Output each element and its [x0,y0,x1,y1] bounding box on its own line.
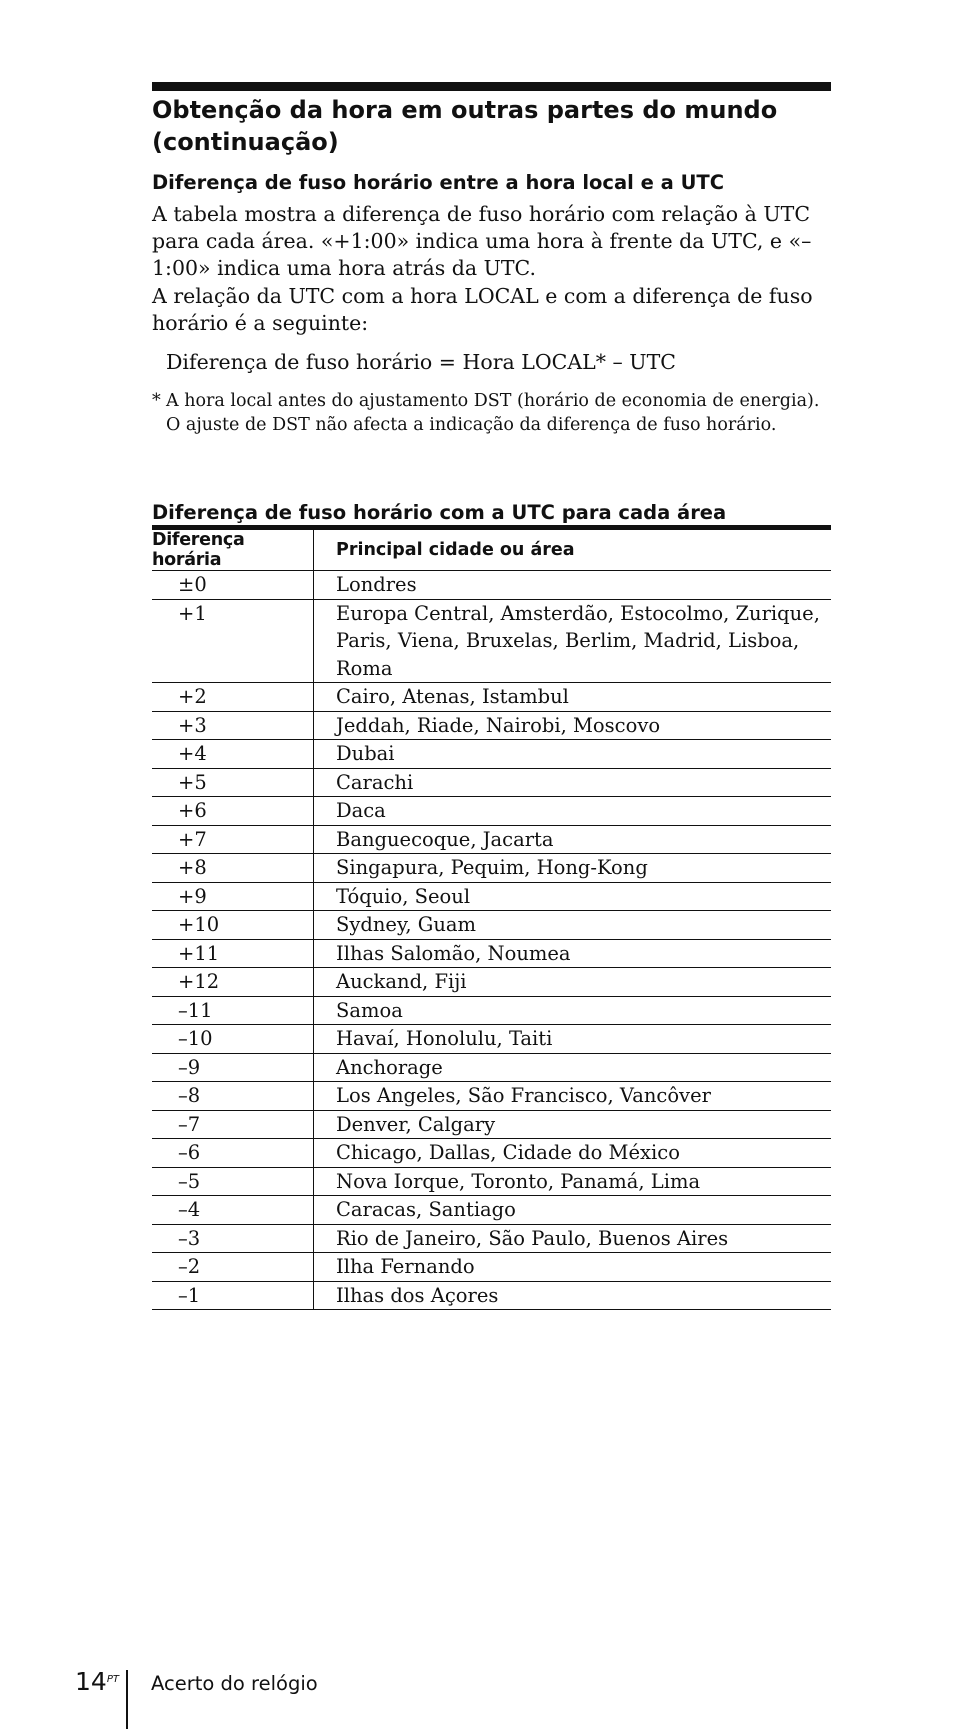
table-row [152,1025,831,1054]
time-difference-cell: –5 [152,1167,314,1196]
city-area-cell: Carachi [314,768,832,797]
table-row [152,683,831,712]
table-row [152,1167,831,1196]
table-row [152,1139,831,1168]
time-difference-cell: –10 [152,1025,314,1054]
table-row [152,1196,831,1225]
time-difference-cell: –8 [152,1082,314,1111]
table-row [152,797,831,826]
time-difference-cell: +2 [152,683,314,712]
table-row [152,911,831,940]
table-row [152,996,831,1025]
table-row [152,711,831,740]
table-row [152,1253,831,1282]
time-difference-cell: –6 [152,1139,314,1168]
top-rule [152,82,831,91]
city-area-cell: Cairo, Atenas, Istambul [314,683,832,712]
city-area-cell: Tóquio, Seoul [314,882,832,911]
city-area-cell: Banguecoque, Jacarta [314,825,832,854]
time-difference-cell: –9 [152,1053,314,1082]
city-area-cell: Sydney, Guam [314,911,832,940]
table-row [152,882,831,911]
time-difference-cell: +9 [152,882,314,911]
city-area-cell: Auckand, Fiji [314,968,832,997]
section-subhead: Diferença de fuso horário entre a hora local e a UTC [152,171,725,194]
time-difference-cell: ±0 [152,571,314,600]
city-area-cell: Anchorage [314,1053,832,1082]
page-number [75,1668,119,1696]
time-difference-cell: –1 [152,1281,314,1310]
time-difference-cell: +6 [152,797,314,826]
table-row [152,571,831,600]
city-area-cell: Nova Iorque, Toronto, Panamá, Lima [314,1167,832,1196]
city-area-cell: Denver, Calgary [314,1110,832,1139]
table-row [152,1281,831,1310]
footnote-text: A hora local antes do ajustamento DST (horário de economia de energia). O ajuste de DST não afecta a indicação da diferença de fuso horário. [166,391,820,435]
table-row [152,768,831,797]
city-area-cell: Jeddah, Riade, Nairobi, Moscovo [314,711,832,740]
city-area-cell: Caracas, Santiago [314,1196,832,1225]
city-area-cell: Ilhas dos Açores [314,1281,832,1310]
table-row [152,825,831,854]
time-difference-cell: –7 [152,1110,314,1139]
table-row [152,1110,831,1139]
header-time-difference: Diferença horária [152,530,314,571]
city-area-cell: Singapura, Pequim, Hong-Kong [314,854,832,883]
footer-divider [126,1670,128,1729]
table-row [152,939,831,968]
formula: Diferença de fuso horário = Hora LOCAL* – UTC [166,350,676,374]
table-row [152,1053,831,1082]
time-difference-cell: –11 [152,996,314,1025]
page-number-suffix: PT [106,1674,119,1685]
time-difference-cell: –3 [152,1224,314,1253]
footnote [152,389,831,437]
time-difference-cell: +12 [152,968,314,997]
header-city-area: Principal cidade ou área [314,530,832,571]
footnote-marker: * [152,391,161,411]
city-area-cell: Ilhas Salomão, Noumea [314,939,832,968]
city-area-cell: Los Angeles, São Francisco, Vancôver [314,1082,832,1111]
time-difference-cell: +5 [152,768,314,797]
time-difference-cell: +1 [152,599,314,683]
table-row [152,854,831,883]
time-difference-cell: +11 [152,939,314,968]
time-difference-cell: +7 [152,825,314,854]
table-row [152,1082,831,1111]
paragraph-utc-explanation: A tabela mostra a diferença de fuso horário com relação à UTC para cada área. «+1:00» indica uma hora à frente da UTC, e «–1:00» indica uma hora atrás da UTC. [152,202,812,280]
timezone-table [152,530,831,1310]
city-area-cell: Dubai [314,740,832,769]
time-difference-cell: +10 [152,911,314,940]
table-row [152,1224,831,1253]
city-area-cell: Europa Central, Amsterdão, Estocolmo, Zurique, Paris, Viena, Bruxelas, Berlim, Madrid, Lisboa, Roma [314,599,832,683]
page-number-value: 14 [75,1667,107,1696]
page-title: Obtenção da hora em outras partes do mundo (continuação) [152,96,778,156]
time-difference-cell: +3 [152,711,314,740]
city-area-cell: Ilha Fernando [314,1253,832,1282]
city-area-cell: Daca [314,797,832,826]
table-row [152,599,831,683]
city-area-cell: Londres [314,571,832,600]
table-row [152,740,831,769]
table-header-row [152,530,831,571]
time-difference-cell: +8 [152,854,314,883]
time-difference-cell: –2 [152,1253,314,1282]
table-body [152,571,831,1310]
paragraph-utc-relation: A relação da UTC com a hora LOCAL e com a diferença de fuso horário é a seguinte: [152,284,813,335]
time-difference-cell: –4 [152,1196,314,1225]
table-row [152,968,831,997]
table-title: Diferença de fuso horário com a UTC para cada área [152,501,727,524]
city-area-cell: Havaí, Honolulu, Taiti [314,1025,832,1054]
city-area-cell: Chicago, Dallas, Cidade do México [314,1139,832,1168]
city-area-cell: Samoa [314,996,832,1025]
city-area-cell: Rio de Janeiro, São Paulo, Buenos Aires [314,1224,832,1253]
time-difference-cell: +4 [152,740,314,769]
footer-section-name: Acerto do relógio [151,1672,318,1695]
